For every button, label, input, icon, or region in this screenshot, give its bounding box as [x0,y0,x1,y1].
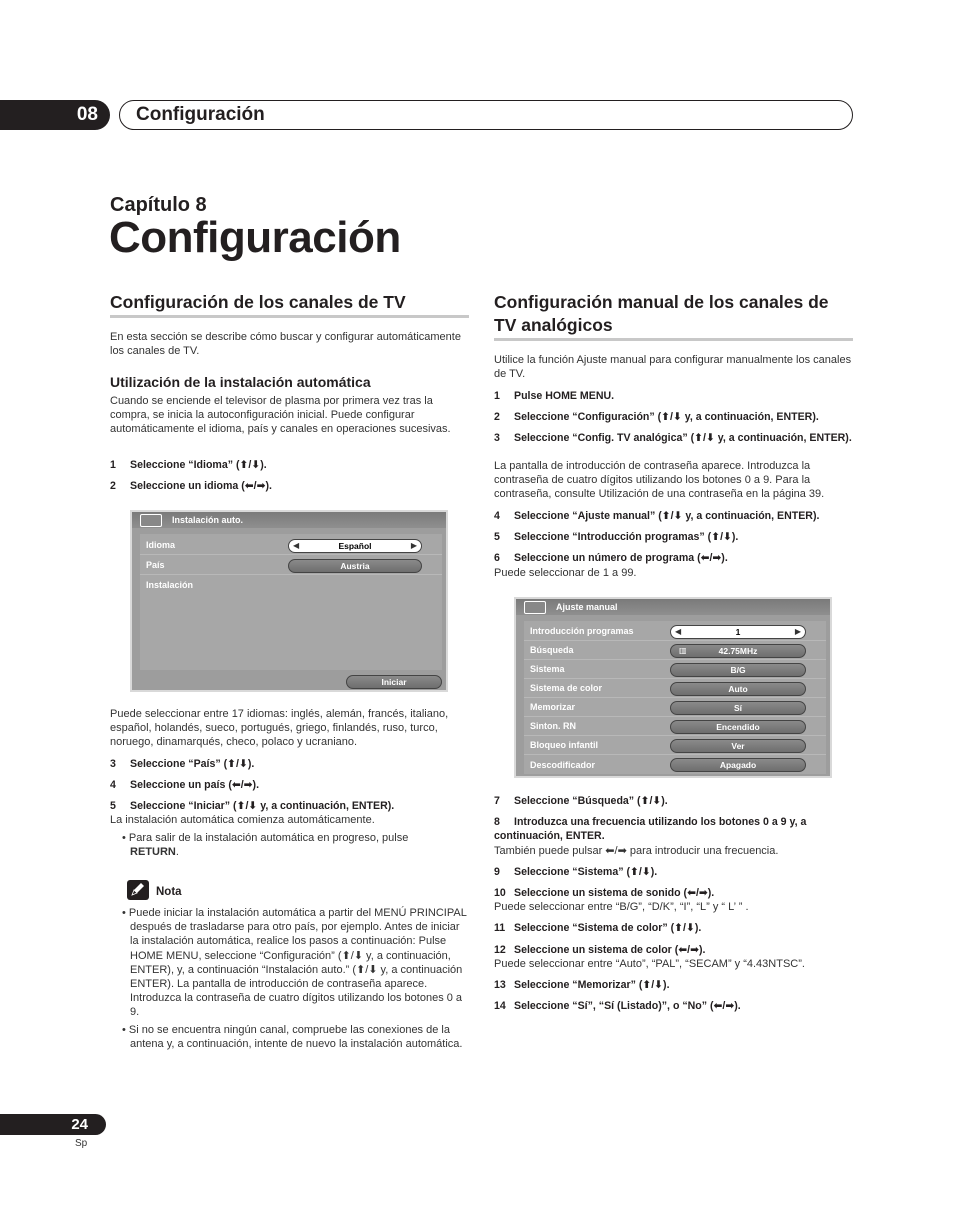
left-section-heading: Configuración de los canales de TV [110,292,406,312]
osd-row-memorizar[interactable]: Memorizar [524,698,826,717]
tv-icon [140,514,162,527]
right-arrow-icon: ▶ [794,627,801,636]
chapter-label: Capítulo 8 [110,194,207,216]
osd-value-sistema[interactable]: B/G [670,663,806,677]
r-step-9: 9 Seleccione “Sistema” (⬆/⬇). [494,866,658,878]
osd-value-sinton[interactable]: Encendido [670,720,806,734]
osd-row-sistema-color[interactable]: Sistema de color [524,679,826,698]
right-heading-rule [494,338,853,341]
r-step-8-note: También puede pulsar ⬅/➡ para introducir una frecuencia. [494,845,779,857]
osd-row-descodificador[interactable]: Descodificador [530,760,596,770]
iniciar-button[interactable]: Iniciar [346,675,442,689]
osd-row-busqueda[interactable]: Búsqueda [524,641,826,660]
osd-value-bloqueo[interactable]: Ver [670,739,806,753]
r-step-13: 13 Seleccione “Memorizar” (⬆/⬇). [494,979,670,991]
chapter-header-title: Configuración [119,100,853,130]
note-pencil-icon [127,880,149,900]
right-section-heading: Configuración manual de los canales de TV analógicos [494,292,829,335]
step-5-note: La instalación automática comienza automáticamente. [110,814,375,826]
r-step-4: 4 Seleccione “Ajuste manual” (⬆/⬇ y, a continuación, ENTER). [494,510,820,522]
r-step-11: 11 Seleccione “Sistema de color” (⬆/⬇). [494,922,702,934]
r-step-3-note: La pantalla de introducción de contraseña aparece. Introduzca la contraseña de cuatro dígitos utilizando los botones 0 a 9. Para la contraseña, consulte Utilización de una contraseña en la página 39. [494,460,825,501]
r-step-1: 1 Pulse HOME MENU. [494,390,615,402]
left-intro: En esta sección se describe cómo buscar y configurar automáticamente los canales de TV. [110,331,461,358]
r-step-12-note: Puede seleccionar entre “Auto”, “PAL”, “SECAM” y “4.43NTSC”. [494,958,805,970]
osd-value-memorizar[interactable]: Sí [670,701,806,715]
r-step-10: 10 Seleccione un sistema de sonido (⬅/➡). [494,887,715,899]
step-5: 5 Seleccione “Iniciar” (⬆/⬇ y, a continuación, ENTER). [110,800,395,812]
osd-value-sistema-color[interactable]: Auto [670,682,806,696]
osd-row-sistema[interactable]: Sistema [524,660,826,679]
step-2: 2 Seleccione un idioma (⬅/➡). [110,480,272,492]
r-step-3: 3 Seleccione “Config. TV analógica” (⬆/⬇ y, a continuación, ENTER). [494,432,852,444]
osd-row-programa[interactable]: Introducción programas [524,622,826,641]
auto-install-screen [130,510,448,692]
note-bullet-2: • Si no se encuentra ningún canal, compruebe las conexiones de la antena y, a continuación, intente de nuevo la instalación automática. [122,1024,463,1051]
bullet-return: • Para salir de la instalación automática en progreso, pulse RETURN. [122,832,409,859]
left-sub-intro: Cuando se enciende el televisor de plasma por primera vez tras la compra, se inicia la autoconfiguración inicial. Puede configurar automáticamente el idioma, país y canales en operaciones sucesivas. [110,395,451,436]
note-title: Nota [156,886,182,898]
r-step-6: 6 Seleccione un número de programa (⬅/➡). [494,552,728,564]
osd-row-idioma[interactable]: Idioma [140,536,442,555]
r-step-10-note: Puede seleccionar entre “B/G”, “D/K”, “I”, “L” y “ L’ ” . [494,901,749,913]
left-arrow-icon: ◀ [293,541,300,550]
osd-title-bar: Ajuste manual [516,599,830,615]
language-code: Sp [75,1138,88,1149]
osd-value-programa[interactable]: ◀ 1 ▶ [670,625,806,639]
right-intro: Utilice la función Ajuste manual para configurar manualmente los canales de TV. [494,354,852,381]
left-arrow-icon: ◀ [675,627,682,636]
step-4: 4 Seleccione un país (⬅/➡). [110,779,260,791]
r-step-8: 8 Introduzca una frecuencia utilizando los botones 0 a 9 y, a continuación, ENTER. [494,816,807,842]
osd-row-sinton[interactable]: Sinton. RN [524,717,826,736]
r-step-2: 2 Seleccione “Configuración” (⬆/⬇ y, a continuación, ENTER). [494,411,819,423]
osd-row-pais[interactable]: País [140,556,442,575]
osd-title-bar: Instalación auto. [132,512,446,528]
languages-text: Puede seleccionar entre 17 idiomas: inglés, alemán, francés, italiano, español, holandés, sueco, portugués, griego, finlandés, ruso, turco, noruego, dinamarqués, checo, polaco y ucraniano. [110,708,449,749]
manual-setup-screen [514,597,832,778]
r-step-5: 5 Seleccione “Introducción programas” (⬆/⬇). [494,531,739,543]
tv-icon [524,601,546,614]
osd-row-instalacion[interactable]: Instalación [146,580,194,590]
osd-value-pais[interactable]: Austria [288,559,422,573]
keypad-icon: ▥ [679,646,687,655]
left-subheading: Utilización de la instalación automática [110,374,371,390]
r-step-12: 12 Seleccione un sistema de color (⬅/➡). [494,944,706,956]
r-step-14: 14 Seleccione “Sí”, “Sí (Listado)”, o “No” (⬅/➡). [494,1000,741,1012]
chapter-number-badge: 08 [0,100,110,130]
page-number: 24 [0,1114,106,1135]
step-1: 1 Seleccione “Idioma” (⬆/⬇). [110,459,267,471]
osd-value-busqueda[interactable]: ▥ 42.75MHz [670,644,806,658]
r-step-6-note: Puede seleccionar de 1 a 99. [494,567,637,579]
osd-value-descodificador[interactable]: Apagado [670,758,806,772]
osd-value-idioma[interactable]: ◀ Español ▶ [288,539,422,553]
left-heading-rule [110,315,469,318]
note-bullet-1: • Puede iniciar la instalación automática a partir del MENÚ PRINCIPAL después de trasladarse para otro país, por ejemplo. Antes de iniciar la instalación automática, realice los pasos a continuación: Pulse HOME MENU, seleccione “Configuración” (⬆/⬇ y, a continuación, ENTER), y, a continuación “Instalación auto.” (⬆/⬇ y, a continuación ENTER). La pantalla de introducción de contraseña aparece. Introduzca la contraseña de cuatro dígitos utilizando los botones 0 a 9. [122,907,467,1019]
r-step-7: 7 Seleccione “Búsqueda” (⬆/⬇). [494,795,668,807]
right-arrow-icon: ▶ [410,541,417,550]
page-title: Configuración [109,213,401,262]
osd-row-bloqueo[interactable]: Bloqueo infantil [524,736,826,755]
step-3: 3 Seleccione “País” (⬆/⬇). [110,758,255,770]
